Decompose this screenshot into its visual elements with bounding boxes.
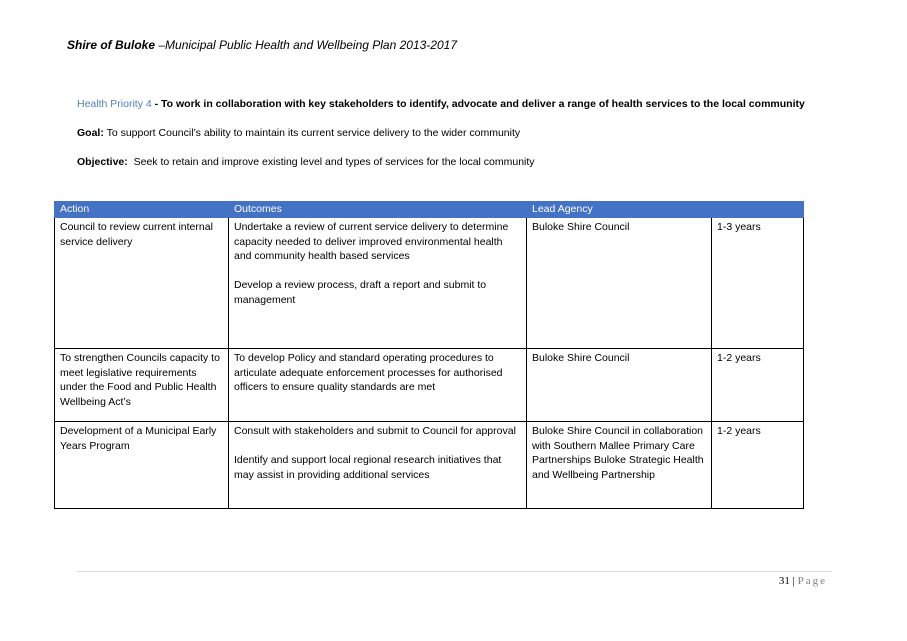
priority-label: Health Priority 4 — [77, 98, 152, 110]
page-footer — [779, 575, 827, 587]
footer-divider — [77, 571, 832, 572]
action-cell: Council to review current internal service delivery — [55, 218, 229, 349]
table-row — [55, 349, 804, 422]
page-separator: | — [789, 575, 798, 587]
priority-text: To work in collaboration with key stakeholders to identify, advocate and deliver a range of health services to the local community — [161, 98, 805, 110]
action-plan-table — [54, 201, 804, 509]
outcome-item: Develop a review process, draft a report and submit to management — [234, 279, 487, 306]
objective-text: Seek to retain and improve existing level and types of services for the local community — [127, 156, 535, 168]
outcomes-cell — [229, 422, 527, 509]
outcome-item: Consult with stakeholders and submit to Council for approval — [234, 425, 516, 437]
document-header — [67, 38, 457, 52]
timeframe-cell: 1-2 years — [712, 422, 804, 509]
column-header-lead-agency: Lead Agency — [527, 202, 712, 218]
action-cell: Development of a Municipal Early Years Program — [55, 422, 229, 509]
lead-agency-cell: Buloke Shire Council in collaboration with Southern Mallee Primary Care Partnerships Buloke Strategic Health and Wellbeing Partnership — [527, 422, 712, 509]
table-header-row — [55, 202, 804, 218]
header-organisation: Shire of Buloke — [67, 38, 159, 52]
column-header-action: Action — [55, 202, 229, 218]
table-row — [55, 218, 804, 349]
goal-text: To support Council’s ability to maintain its current service delivery to the wider community — [103, 127, 521, 139]
timeframe-cell: 1-3 years — [712, 218, 804, 349]
page-word: Page — [797, 575, 827, 587]
table-row — [55, 422, 804, 509]
priority-separator: - — [151, 98, 162, 110]
outcomes-cell — [229, 349, 527, 422]
goal — [77, 127, 520, 139]
action-cell: To strengthen Councils capacity to meet legislative requirements under the Food and Public Health Wellbeing Act’s — [55, 349, 229, 422]
objective — [77, 156, 535, 168]
lead-agency-cell: Buloke Shire Council — [527, 218, 712, 349]
outcome-item: Identify and support local regional research initiatives that may assist in providing additional services — [234, 454, 502, 481]
timeframe-cell: 1-2 years — [712, 349, 804, 422]
outcome-item: Undertake a review of current service delivery to determine capacity needed to deliver improved environmental health and community health based services — [234, 221, 509, 262]
page-number: 31 — [778, 575, 790, 587]
column-header-timeframe — [712, 202, 804, 218]
header-plan-title: –Municipal Public Health and Wellbeing Plan 2013-2017 — [158, 38, 457, 52]
column-header-outcomes: Outcomes — [229, 202, 527, 218]
lead-agency-cell: Buloke Shire Council — [527, 349, 712, 422]
outcome-item: To develop Policy and standard operating procedures to articulate adequate enforcement processes for authorised officers to ensure quality standards are met — [234, 352, 503, 393]
objective-label: Objective: — [77, 156, 128, 168]
goal-label: Goal: — [77, 127, 104, 139]
health-priority — [77, 98, 805, 110]
outcomes-cell — [229, 218, 527, 349]
